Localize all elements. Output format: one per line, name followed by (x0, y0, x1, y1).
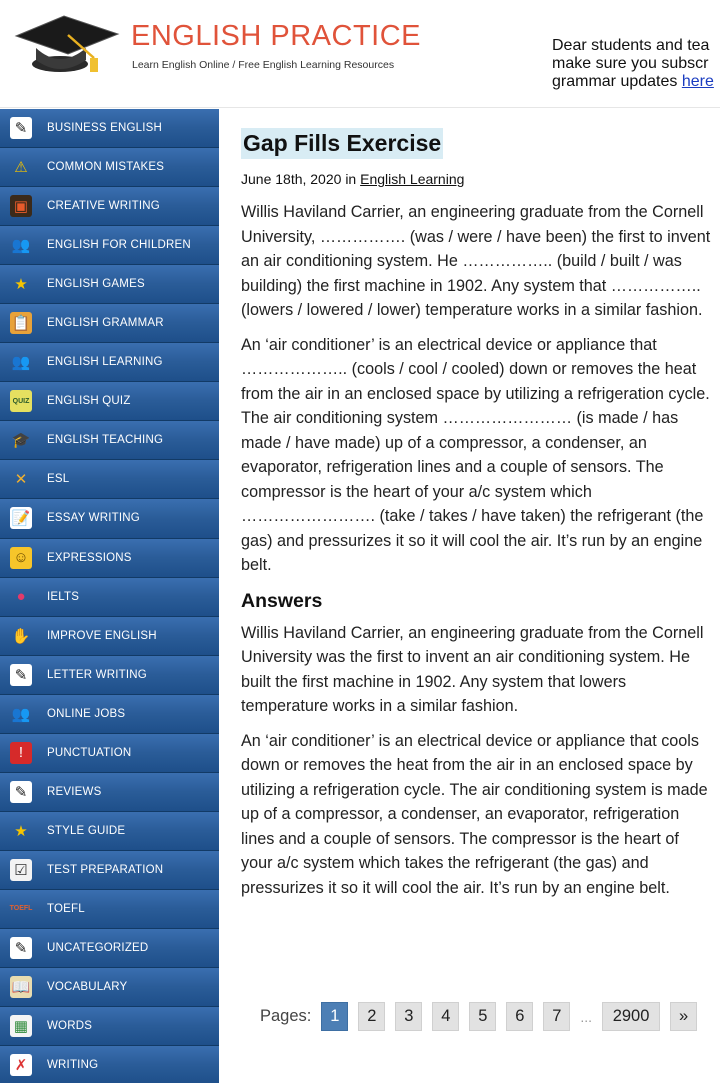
sidebar-item-english-learning[interactable] (0, 343, 219, 382)
sidebar-item-label: TEST PREPARATION (47, 863, 164, 876)
exercise-paragraph-1: Willis Haviland Carrier, an engineering graduate from the Cornell University, ……………. (was / were / have been) the first to invent an air conditioning system. He …………….. (build / built / was building) the first machine in 1902. Any system that …………….. (lowers / lowered / lower) temperature works in a similar fashion. (241, 203, 711, 319)
promo-line-1: Dear students and tea (552, 37, 710, 54)
sidebar-item-label: WORDS (47, 1020, 93, 1033)
star-icon: ★ (14, 276, 28, 294)
sidebar-item-label: STYLE GUIDE (47, 824, 126, 837)
notepad-icon: 📝 (10, 507, 32, 529)
sidebar-item-esl[interactable] (0, 460, 219, 499)
sidebar-item-label: COMMON MISTAKES (47, 161, 165, 174)
sidebar-item-writing[interactable] (0, 1046, 219, 1083)
promo-line-3-text: grammar updates (552, 73, 682, 90)
page-button-4[interactable]: 4 (432, 1002, 459, 1031)
sidebar-item-label: ESSAY WRITING (47, 512, 140, 525)
pencil-icon: ✎ (10, 664, 32, 686)
site-tagline: Learn English Online / Free English Learning Resources (132, 59, 395, 71)
sidebar-item-label: ENGLISH GAMES (47, 278, 145, 291)
sidebar-item-reviews[interactable] (0, 773, 219, 812)
sidebar-item-label: IELTS (47, 590, 80, 603)
page-button-6[interactable]: 6 (506, 1002, 533, 1031)
page-button-3[interactable]: 3 (395, 1002, 422, 1031)
sidebar-item-label: ENGLISH TEACHING (47, 434, 164, 447)
sidebar-item-improve-english[interactable] (0, 617, 219, 656)
sidebar-item-label: IMPROVE ENGLISH (47, 629, 157, 642)
sidebar-item-uncategorized[interactable] (0, 929, 219, 968)
sidebar-item-business-english[interactable] (0, 109, 219, 148)
answers-heading: Answers (241, 589, 323, 612)
sidebar-item-common-mistakes[interactable] (0, 148, 219, 187)
sidebar-item-label: REVIEWS (47, 785, 102, 798)
sidebar-item-english-for-children[interactable] (0, 226, 219, 265)
sidebar-item-ielts[interactable] (0, 578, 219, 617)
sidebar-item-punctuation[interactable] (0, 734, 219, 773)
exclamation-icon: ! (10, 742, 32, 764)
sidebar-item-words[interactable] (0, 1007, 219, 1046)
sidebar-item-label: PUNCTUATION (47, 746, 132, 759)
sidebar-item-letter-writing[interactable] (0, 656, 219, 695)
sidebar-item-creative-writing[interactable] (0, 187, 219, 226)
sidebar-item-vocabulary[interactable] (0, 968, 219, 1007)
sidebar-item-online-jobs[interactable] (0, 695, 219, 734)
pagination-label: Pages: (260, 1007, 312, 1025)
people-icon: 👥 (11, 354, 31, 372)
sidebar-item-label: ESL (47, 473, 70, 486)
pencil-icon: ✎ (10, 781, 32, 803)
sidebar-item-label: VOCABULARY (47, 981, 128, 994)
sidebar-item-label: TOEFL (47, 902, 85, 915)
next-page-button[interactable]: » (670, 1002, 697, 1031)
answer-paragraph-1: Willis Haviland Carrier, an engineering graduate from the Cornell University was the first to invent an air conditioning system. He built the first machine in 1902. Any system that lowers temperature works in a similar fashion. (241, 623, 704, 715)
toefl-icon: TOEFL (9, 905, 33, 913)
pagination-ellipsis: ... (580, 1008, 593, 1025)
hand-icon: ✋ (11, 627, 31, 645)
book-icon: 📖 (10, 976, 32, 998)
exercise-paragraph-2: An ‘air conditioner’ is an electrical device or appliance that ……………….. (cools / cool / cooled) down or removes the heat from the air in an enclosed space by utilizing a refrigeration cycle. The air conditioning system …………………… (is made / has made / have made) up of a compressor, a condenser, an evaporator, refrigeration lines and a couple of sensors. The compressor is the heart of your a/c system which ……………………. (take / takes / have taken) the refrigerant (the gas) and pressurizes it so it will cool the air. It’s run by an engine belt. (241, 335, 710, 574)
sidebar-item-label: ENGLISH QUIZ (47, 395, 131, 408)
sidebar-item-toefl[interactable] (0, 890, 219, 929)
pencil-icon: ✎ (10, 117, 32, 139)
subscribe-promo (552, 37, 720, 91)
sidebar-item-label: WRITING (47, 1059, 99, 1072)
site-header (0, 0, 720, 108)
sidebar-item-english-quiz[interactable] (0, 382, 219, 421)
sidebar-item-english-games[interactable] (0, 265, 219, 304)
warning-icon: ⚠ (14, 159, 28, 177)
sidebar-item-test-preparation[interactable] (0, 851, 219, 890)
quiz-badge-icon: QUIZ (10, 390, 32, 412)
page-button-last[interactable]: 2900 (602, 1002, 660, 1031)
post-date: June 18th, 2020 (241, 171, 342, 187)
graduation-cap-icon[interactable] (14, 8, 124, 78)
page-button-2[interactable]: 2 (358, 1002, 385, 1031)
promo-here-link[interactable]: here (681, 73, 714, 90)
clipboard-icon: 📋 (10, 312, 32, 334)
promo-line-3 (552, 73, 720, 91)
color-balls-icon: ● (16, 588, 26, 606)
teacher-icon: 🎓 (11, 432, 31, 450)
sidebar-item-essay-writing[interactable] (0, 499, 219, 538)
sidebar-item-label: ENGLISH FOR CHILDREN (47, 239, 191, 252)
post-category-link[interactable]: English Learning (360, 171, 465, 187)
sidebar-item-label: EXPRESSIONS (47, 551, 132, 564)
smiley-icon: ☺ (10, 547, 32, 569)
sidebar-item-label: ONLINE JOBS (47, 707, 126, 720)
post-content (241, 128, 711, 910)
category-list (0, 109, 219, 1083)
post-meta (241, 171, 711, 187)
sidebar-item-label: UNCATEGORIZED (47, 942, 149, 954)
x-mark-icon: ✗ (10, 1054, 32, 1076)
sidebar-item-label: BUSINESS ENGLISH (47, 122, 163, 135)
tools-icon: ✕ (14, 471, 28, 489)
checklist-icon: ☑ (10, 859, 32, 881)
people-icon: 👥 (11, 237, 31, 255)
sidebar-item-style-guide[interactable] (0, 812, 219, 851)
pagination (260, 1002, 707, 1031)
promo-line-2: make sure you subscr (552, 55, 709, 72)
people-icon: 👥 (11, 705, 31, 723)
sidebar-item-label: ENGLISH GRAMMAR (47, 317, 164, 330)
page-button-5[interactable]: 5 (469, 1002, 496, 1031)
answer-paragraph-2: An ‘air conditioner’ is an electrical device or appliance that cools down or removes the heat from the air in an enclosed space by utilizing a refrigeration cycle. The air conditioning system is made up of a compressor, a condenser, an evaporator, refrigeration lines and a couple of sensors. The compressor is the heart of your a/c system which takes the refrigerant (the gas) and pressurizes it so it will cool the air. It’s run by an engine belt. (241, 731, 708, 897)
page-button-1[interactable]: 1 (321, 1002, 348, 1031)
page-button-7[interactable]: 7 (543, 1002, 570, 1031)
site-logo-title[interactable]: ENGLISH PRACTICE (131, 20, 421, 52)
pencil-icon: ✎ (10, 937, 32, 959)
monitor-icon: ▣ (10, 195, 32, 217)
star-icon: ★ (14, 822, 28, 840)
sidebar-item-english-teaching[interactable] (0, 421, 219, 460)
sidebar-item-english-grammar[interactable] (0, 304, 219, 343)
sidebar-item-label: ENGLISH LEARNING (47, 356, 163, 369)
post-title[interactable]: Gap Fills Exercise (241, 128, 443, 159)
category-sidebar (0, 109, 219, 1083)
post-meta-in: in (345, 171, 357, 187)
spreadsheet-icon: ▦ (10, 1015, 32, 1037)
sidebar-item-label: CREATIVE WRITING (47, 200, 160, 213)
sidebar-item-label: LETTER WRITING (47, 668, 147, 681)
sidebar-item-expressions[interactable] (0, 539, 219, 578)
